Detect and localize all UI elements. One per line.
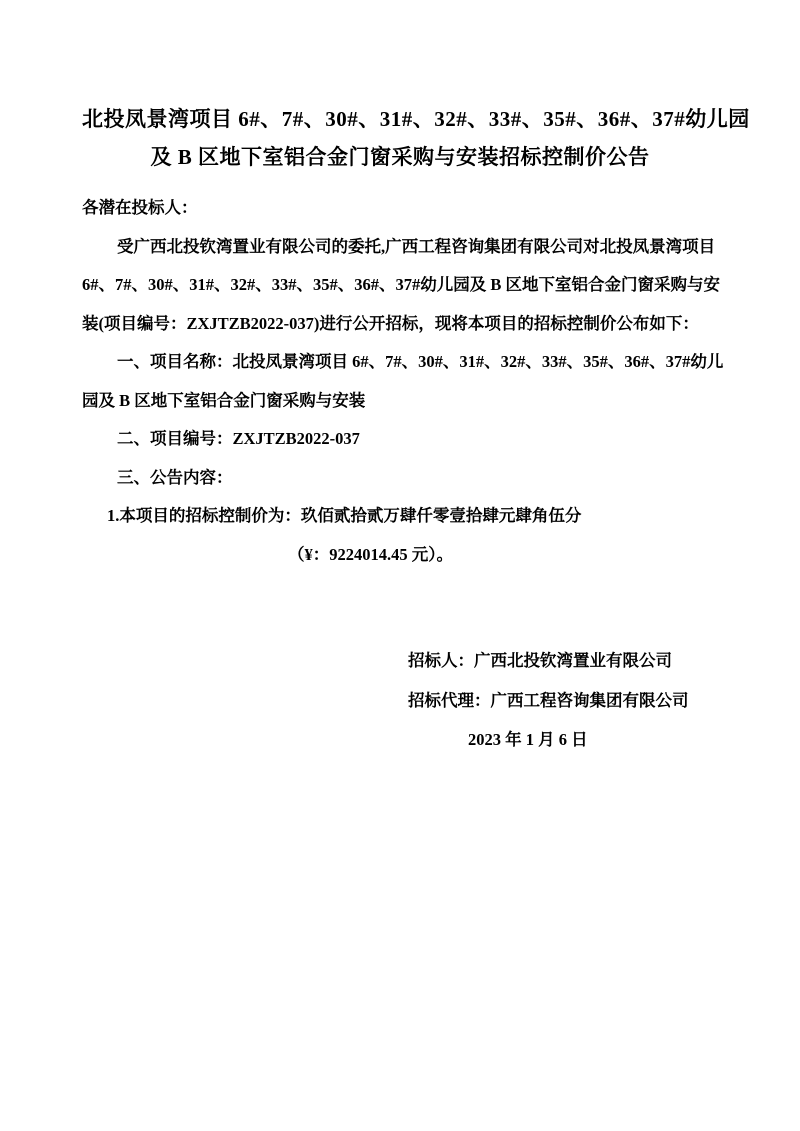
intro-line-2: 6#、7#、30#、31#、32#、33#、35#、36#、37#幼儿园及 B 区地下室铝合金门窗采购与安	[82, 275, 721, 294]
announcement-content-heading: 三、公告内容：	[117, 467, 233, 487]
intro-line-1: 受广西北投钦湾置业有限公司的委托,广西工程咨询集团有限公司对北投凤景湾项目	[117, 236, 716, 256]
project-number-line: 二、项目编号：ZXJTZB2022-037	[117, 429, 360, 448]
project-name-line-1: 一、项目名称：北投凤景湾项目 6#、7#、30#、31#、32#、33#、35#、36#、37#幼儿	[117, 352, 724, 371]
title-line-2: 及 B 区地下室铝合金门窗采购与安装招标控制价公告	[150, 145, 650, 169]
signature-block	[82, 641, 718, 760]
salutation: 各潜在投标人：	[82, 198, 198, 217]
document-title	[82, 100, 750, 176]
tender-agent-line: 招标代理：广西工程咨询集团有限公司	[408, 690, 689, 710]
control-price-words-line: 1.本项目的招标控制价为：玖佰贰拾贰万肆仟零壹拾肆元肆角伍分	[107, 506, 582, 525]
intro-line-3: 装(项目编号：ZXJTZB2022-037)进行公开招标，现将本项目的招标控制价公布如下：	[82, 313, 699, 333]
title-line-1: 北投凤景湾项目 6#、7#、30#、31#、32#、33#、35#、36#、37#幼儿园	[82, 107, 750, 131]
control-price-numeric-line: （¥：9224014.45 元）。	[288, 544, 453, 564]
document-body	[82, 189, 724, 574]
date-line: 2023 年 1 月 6 日	[468, 730, 588, 749]
project-name-line-2: 园及 B 区地下室铝合金门窗采购与安装	[82, 390, 366, 410]
tenderer-line: 招标人：广西北投钦湾置业有限公司	[408, 651, 672, 670]
